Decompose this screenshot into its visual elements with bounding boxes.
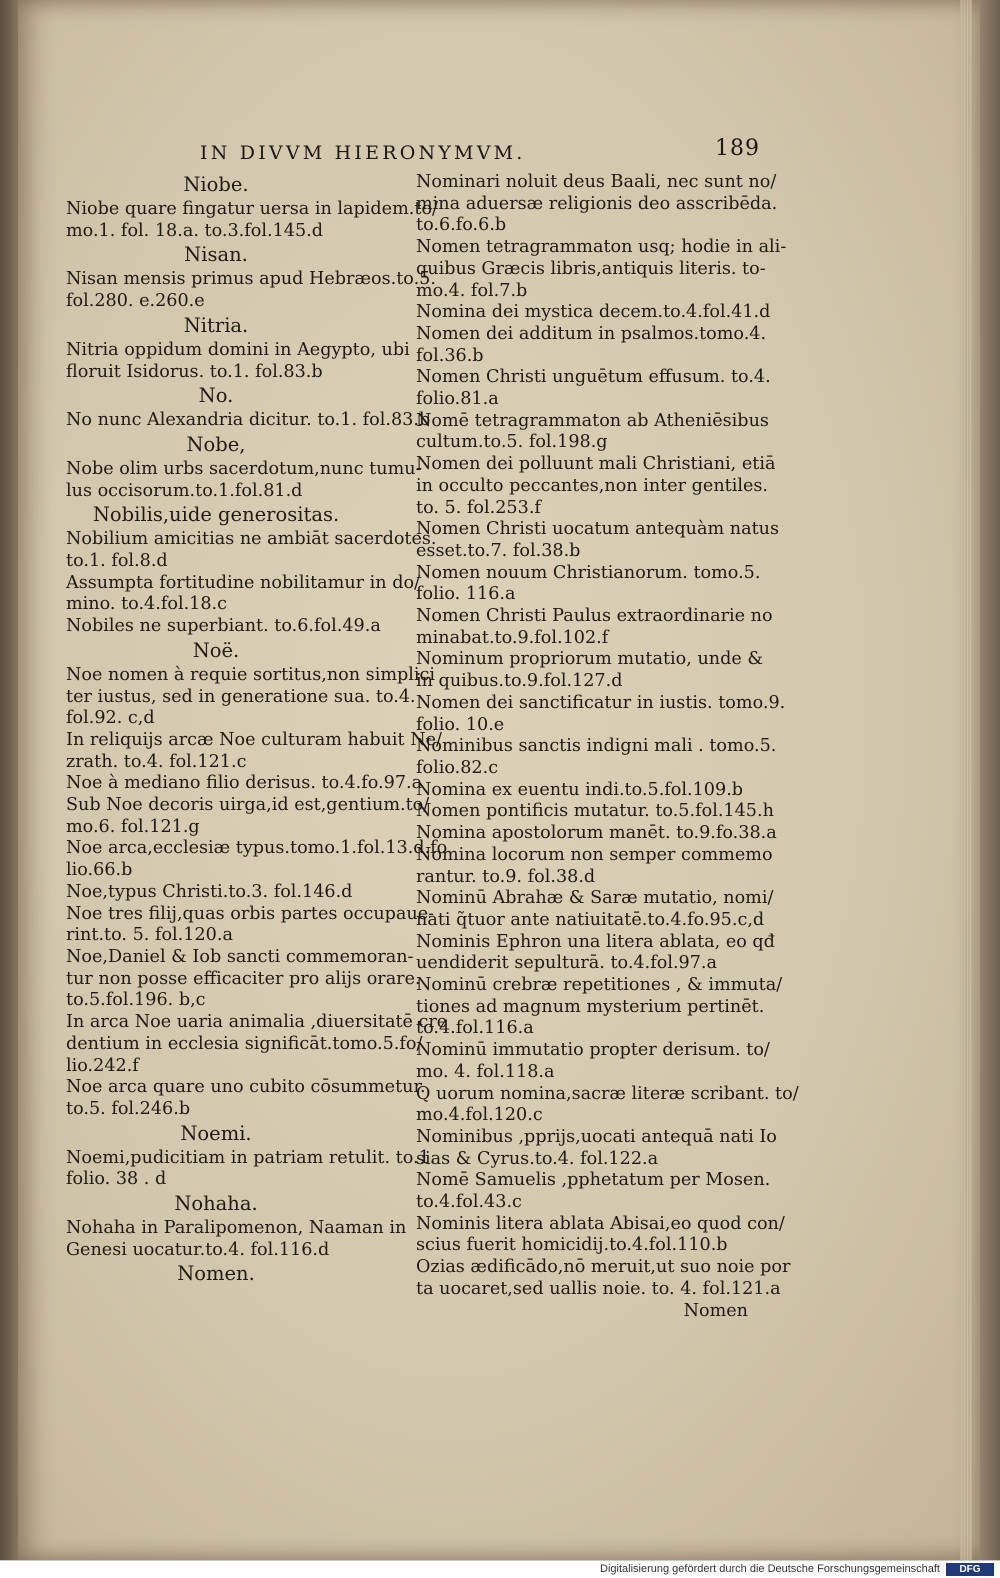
entry-line: to.5. fol.246.b xyxy=(66,1098,191,1119)
index-entry xyxy=(416,1257,791,1300)
entry-line: Sub Noe decoris uirga,id est,gentium.to/ xyxy=(66,795,430,816)
entry-line: esset.to.7. fol.38.b xyxy=(416,540,581,561)
entry-line: floruit Isidorus. to.1. fol.83.b xyxy=(66,361,323,382)
entry-line: uendiderit sepulturā. to.4.fol.97.a xyxy=(416,953,718,974)
right-column xyxy=(416,172,799,1322)
entry-line: Nomina locorum non semper commemo xyxy=(416,844,773,865)
entry-line: scius fuerit homicidij.to.4.fol.110.b xyxy=(416,1235,728,1256)
page-number: 189 xyxy=(715,136,760,161)
index-entry xyxy=(66,269,436,312)
page-edge xyxy=(960,0,972,1560)
index-entry xyxy=(416,237,787,302)
index-entry xyxy=(416,649,764,692)
entry-line: fol.92. c,d xyxy=(66,708,155,729)
entry-line: tur non posse efficaciter pro alijs orare. xyxy=(66,968,421,989)
entry-line: folio. 10.e xyxy=(416,714,505,735)
entry-line: Assumpta fortitudine nobilitamur in do/ xyxy=(66,572,421,593)
funding-note: Digitalisierung gefördert durch die Deutsche Forschungsgemeinschaft xyxy=(600,1563,940,1575)
entry-line: ta uocaret,sed uallis noie. to. 4. fol.121.a xyxy=(416,1278,781,1299)
page-header xyxy=(200,136,760,170)
entry-line: rint.to. 5. fol.120.a xyxy=(66,925,233,946)
entry-line: Noemi,pudicitiam in patriam retulit. to.1. xyxy=(66,1147,436,1168)
entry-line: folio. 116.a xyxy=(416,584,516,605)
index-heading: Nohaha. xyxy=(174,1192,258,1216)
index-entry xyxy=(416,823,777,845)
entry-line: Nomen pontificis mutatur. to.5.fol.145.h xyxy=(416,801,774,822)
index-entry xyxy=(66,729,442,773)
entry-line: Nobiles ne superbiant. to.6.fol.49.a xyxy=(66,616,381,637)
entry-line: Nomen nouum Christianorum. tomo.5. xyxy=(416,562,761,583)
entry-line: to.4.fol.43.c xyxy=(416,1192,522,1213)
entry-line: Nomen Christi Paulus extraordinarie no xyxy=(416,606,773,627)
entry-line: mina aduersæ religionis deo asscribēda. xyxy=(416,193,778,214)
entry-line: mo.1. fol. 18.a. to.3.fol.145.d xyxy=(66,220,323,241)
entry-line: Nominū Abrahæ & Saræ mutatio, nomi/ xyxy=(416,888,774,909)
entry-line: Nobe olim urbs sacerdotum,nunc tumu- xyxy=(66,458,422,479)
entry-line: Nominū immutatio propter derisum. to/ xyxy=(416,1040,770,1061)
entry-line: folio. 38 . d xyxy=(66,1169,167,1190)
index-entry xyxy=(66,199,438,242)
index-entry xyxy=(416,692,786,736)
index-heading: Nobe, xyxy=(186,432,246,456)
index-entry xyxy=(416,454,776,519)
footer-bar xyxy=(0,1560,1000,1578)
entry-line: mo. 4. fol.118.a xyxy=(416,1061,555,1082)
entry-line: cultum.to.5. fol.198.g xyxy=(416,432,608,453)
entry-line: No nunc Alexandria dicitur. to.1. fol.83.b xyxy=(66,410,431,431)
entry-line: lio.242.f xyxy=(66,1055,139,1076)
index-entry xyxy=(416,606,773,649)
entry-line: Noe,typus Christi.to.3. fol.146.d xyxy=(66,881,353,902)
entry-line: Noe arca,ecclesiæ typus.tomo.1.fol.13.d.fo xyxy=(66,838,448,859)
entry-line: Noe,Daniel & Iob sancti commemoran- xyxy=(66,946,414,967)
entry-line: Nomen Christi unguētum effusum. to.4. xyxy=(416,367,771,388)
entry-line: Nohaha in Paralipomenon, Naaman in xyxy=(66,1218,407,1239)
index-entry xyxy=(416,931,775,975)
index-entry xyxy=(416,801,774,823)
entry-line: folio.82.c xyxy=(416,757,499,778)
index-heading: Nisan. xyxy=(184,243,248,267)
entry-line: in occulto peccantes,non inter gentiles. xyxy=(416,475,769,496)
index-entry xyxy=(416,1040,770,1083)
index-entry xyxy=(416,1126,777,1170)
entry-line: Nomē Samuelis ,pphetatum per Mosen. xyxy=(416,1170,771,1191)
entry-line: Nomē tetragrammaton ab Atheniēsibus xyxy=(416,410,769,431)
entry-line: Nomen Christi uocatum antequàm natus xyxy=(416,519,780,540)
index-entry xyxy=(66,458,422,502)
index-entry xyxy=(66,1012,448,1077)
entry-line: mo.4.fol.120.c xyxy=(416,1105,543,1126)
index-entry xyxy=(66,1218,406,1261)
index-entry xyxy=(416,172,778,237)
catchword: Nomen xyxy=(683,1300,748,1321)
entry-line: mo.4. fol.7.b xyxy=(416,280,528,301)
entry-line: to.1. fol.8.d xyxy=(66,551,168,572)
entry-line: Noe à mediano filio derisus. to.4.fo.97.a xyxy=(66,773,423,794)
entry-line: Nominis Ephron una litera ablata, eo qđ xyxy=(416,931,775,952)
index-entry xyxy=(416,562,761,606)
index-entry xyxy=(66,572,421,616)
entry-line: Noe arca quare uno cubito cōsummetur. xyxy=(66,1077,426,1098)
entry-line: rantur. to.9. fol.38.d xyxy=(416,866,596,887)
index-heading: Nitria. xyxy=(183,313,249,337)
index-heading: No. xyxy=(198,384,234,408)
entry-line: folio.81.a xyxy=(416,389,499,410)
entry-line: fol.280. e.260.e xyxy=(66,291,205,312)
index-entry xyxy=(66,882,406,904)
index-entry xyxy=(416,367,771,410)
index-entry xyxy=(416,519,780,562)
entry-line: Nisan mensis primus apud Hebræos.to.5. xyxy=(66,269,436,290)
index-entry xyxy=(416,780,748,802)
entry-line: Nominari noluit deus Baali, nec sunt no/ xyxy=(416,172,777,192)
running-title: IN DIVVM HIERONYMVM. xyxy=(200,142,526,164)
index-entry xyxy=(66,664,435,730)
index-entry xyxy=(416,844,773,888)
entry-line: Nomina dei mystica decem.to.4.fol.41.d xyxy=(416,302,771,323)
index-entry xyxy=(66,410,431,432)
entry-line: to.6.fo.6.b xyxy=(416,215,507,236)
entry-line: Nominum propriorum mutatio, unde & xyxy=(416,649,764,670)
entry-line: Nominis litera ablata Abisai,eo quod con/ xyxy=(416,1213,785,1234)
entry-line: Q uorum nomina,sacræ literæ scribant. to/ xyxy=(416,1083,799,1104)
entry-line: Genesi uocatur.to.4. fol.116.d xyxy=(66,1239,330,1260)
entry-line: In reliquijs arcæ Noe culturam habuit Ne/ xyxy=(66,729,442,750)
index-entry xyxy=(66,339,410,383)
entry-line: mino. to.4.fol.18.c xyxy=(66,594,227,615)
entry-line: Noe tres filij,quas orbis partes occupaue- xyxy=(66,903,435,924)
index-entry xyxy=(416,975,783,1040)
entry-line: quibus Græcis libris,antiquis literis. to- xyxy=(416,258,766,279)
entry-line: Nomen tetragrammaton usq; hodie in ali- xyxy=(416,237,787,258)
index-entry xyxy=(416,302,771,324)
entry-line: Nitria oppidum domini in Aegypto, ubi xyxy=(66,339,410,360)
entry-line: Nobilium amicitias ne ambiāt sacerdotes. xyxy=(66,529,437,550)
entry-line: Nomen dei polluunt mali Christiani, etiā xyxy=(416,454,776,475)
index-entry xyxy=(66,529,437,572)
entry-line: to. 5. fol.253.f xyxy=(416,497,541,518)
entry-line: Nomen dei additum in psalmos.tomo.4. xyxy=(416,323,767,344)
entry-line: Niobe quare fingatur uersa in lapidem.to/ xyxy=(66,199,438,219)
entry-line: minabat.to.9.fol.102.f xyxy=(416,627,609,648)
index-heading: Noë. xyxy=(192,638,240,662)
index-entry xyxy=(66,903,435,947)
entry-line: nati q̃tuor ante natiuitatē.to.4.fo.95.c,d xyxy=(416,909,765,930)
index-heading: Niobe. xyxy=(183,173,249,196)
entry-line: ter iustus, sed in generatione sua. to.4. xyxy=(66,686,416,707)
left-column xyxy=(66,172,448,1288)
index-entry xyxy=(416,323,767,367)
entry-line: Nominibus ,pprijs,uocati antequā nati Io xyxy=(416,1126,777,1147)
entry-line: zrath. to.4. fol.121.c xyxy=(66,751,247,772)
index-heading: Nobilis,uide generositas. xyxy=(92,503,340,527)
entry-line: mo.6. fol.121.g xyxy=(66,816,200,837)
entry-line: tiones ad magnum mysterium pertinēt. xyxy=(416,996,765,1017)
index-entry xyxy=(66,1077,426,1120)
entry-line: Nomina apostolorum manēt. to.9.fo.38.a xyxy=(416,823,777,844)
entry-line: dentium in ecclesia significāt.tomo.5.fo/ xyxy=(66,1033,423,1054)
index-entry xyxy=(66,773,423,795)
entry-line: Nominū crebræ repetitiones , & immuta/ xyxy=(416,975,783,996)
index-entry xyxy=(66,946,421,1012)
index-entry xyxy=(416,1213,785,1257)
entry-line: In arca Noe uaria animalia ,diuersitatē cre xyxy=(66,1012,448,1033)
index-entry xyxy=(66,1147,436,1191)
entry-line: lus occisorum.to.1.fol.81.d xyxy=(66,480,303,501)
entry-line: Nomina ex euentu indi.to.5.fol.109.b xyxy=(416,779,744,800)
entry-line: lio.66.b xyxy=(66,860,133,881)
entry-line: sias & Cyrus.to.4. fol.122.a xyxy=(416,1148,659,1169)
index-entry xyxy=(66,616,406,638)
index-entry xyxy=(416,736,777,779)
entry-line: Nominibus sanctis indigni mali . tomo.5. xyxy=(416,736,777,757)
index-entry xyxy=(66,795,430,838)
entry-line: to.4.fol.116.a xyxy=(416,1018,534,1039)
entry-line: Ozias ædificādo,nō meruit,ut suo noie por xyxy=(416,1257,791,1278)
index-entry xyxy=(416,410,769,454)
index-entry xyxy=(416,888,774,931)
index-entry xyxy=(66,838,448,881)
entry-line: Nomen dei sanctificatur in iustis. tomo.9. xyxy=(416,692,786,713)
dfg-logo: DFG xyxy=(946,1563,994,1576)
entry-line: to.5.fol.196. b,c xyxy=(66,990,206,1011)
index-heading: Nomen. xyxy=(177,1262,255,1286)
entry-line: fol.36.b xyxy=(416,345,484,366)
entry-line: in quibus.to.9.fol.127.d xyxy=(416,671,623,692)
index-entry xyxy=(416,1083,799,1127)
index-entry xyxy=(416,1170,771,1213)
index-heading: Noemi. xyxy=(180,1121,252,1145)
entry-line: Noe nomen à requie sortitus,non simplici xyxy=(66,664,435,685)
